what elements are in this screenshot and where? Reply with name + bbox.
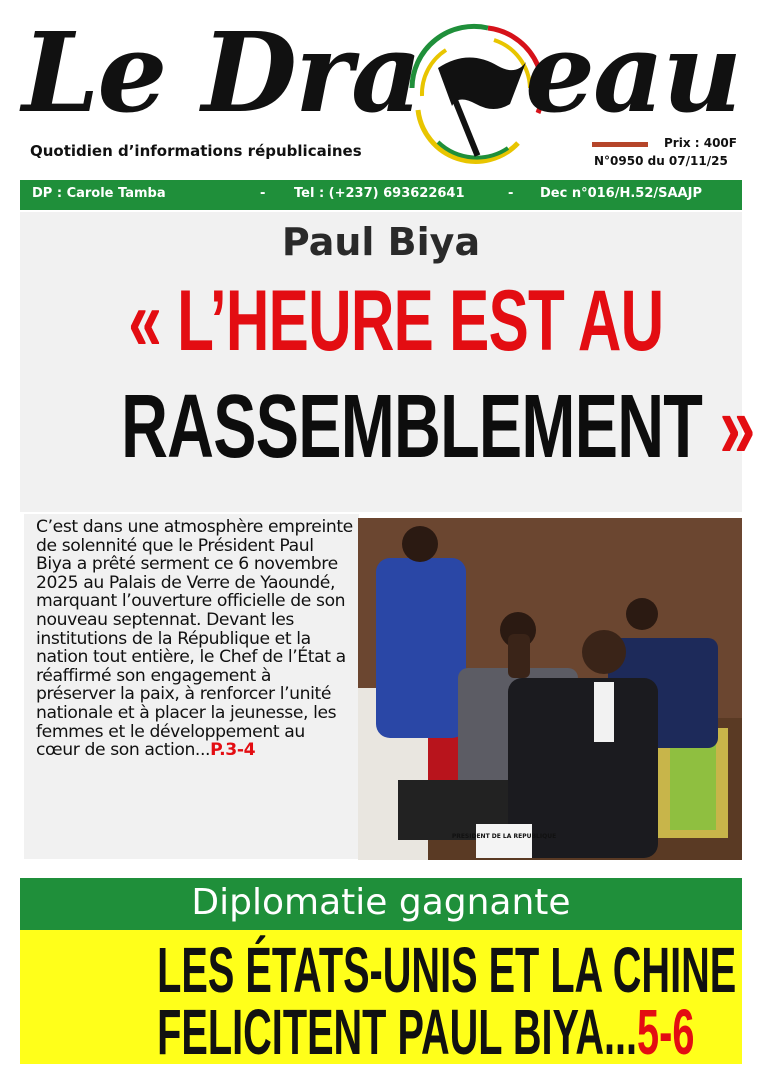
- tagline: Quotidien d’informations républicaines: [30, 142, 362, 160]
- separator: -: [508, 186, 514, 201]
- lead-article-text: C’est dans une atmosphère empreinte de solennité que le Président Paul Biya a prêté serment ce 6 novembre 2025 au Palais de Verre de Yaoundé, marquant l’ouverture officielle de son nouveau septennat. Devant les institutions de la République et la nation tout entière, le Chef de l’État a réaffirmé son engagement à préserver la paix, à renforcer l’unité nationale et à placer la jeunesse, les femmes et le développement au cœur de son action...: [36, 517, 353, 761]
- lead-headline-line1: « L’HEURE EST AU: [128, 273, 664, 369]
- lead-headline-zone: [20, 212, 755, 512]
- masthead: [0, 0, 764, 180]
- second-page-ref: 5-6: [637, 996, 695, 1068]
- newspaper-title-left: Le Dra: [22, 8, 421, 137]
- second-story-kicker-band: [20, 878, 742, 930]
- closing-quote: »: [719, 377, 755, 477]
- price-accent-bar: [592, 142, 648, 147]
- second-story-kicker: Diplomatie gagnante: [191, 882, 571, 923]
- newspaper-title-right: eau: [525, 8, 741, 137]
- lead-article: [24, 514, 359, 859]
- lead-kicker: Paul Biya: [281, 220, 481, 264]
- issue-number: N°0950 du 07/11/25: [594, 154, 728, 168]
- swearing-in-photo: [358, 518, 742, 860]
- photo-illustration: [358, 518, 742, 860]
- lead-headline-line2-text: RASSEMBLEMENT: [121, 377, 720, 477]
- lead-article-body: [24, 514, 359, 760]
- phone-number: Tel : (+237) 693622641: [294, 186, 465, 201]
- president-placard: PRESIDENT DE LA REPUBLIQUE: [451, 833, 557, 840]
- director-publication: DP : Carole Tamba: [32, 186, 166, 201]
- registration-number: Dec n°016/H.52/SAAJP: [540, 186, 702, 201]
- separator: -: [260, 186, 266, 201]
- lead-page-ref: P.3-4: [210, 740, 256, 761]
- second-headline-line2: [157, 996, 695, 1068]
- second-headline-line2-text: FELICITENT PAUL BIYA...: [157, 996, 638, 1068]
- second-headline-line1: LES ÉTATS-UNIS ET LA CHINE: [157, 934, 737, 1006]
- second-story-headline-band: [20, 930, 742, 1068]
- lead-headline-line2: [121, 377, 755, 477]
- info-bar: [20, 180, 742, 210]
- price: Prix : 400F: [664, 136, 737, 150]
